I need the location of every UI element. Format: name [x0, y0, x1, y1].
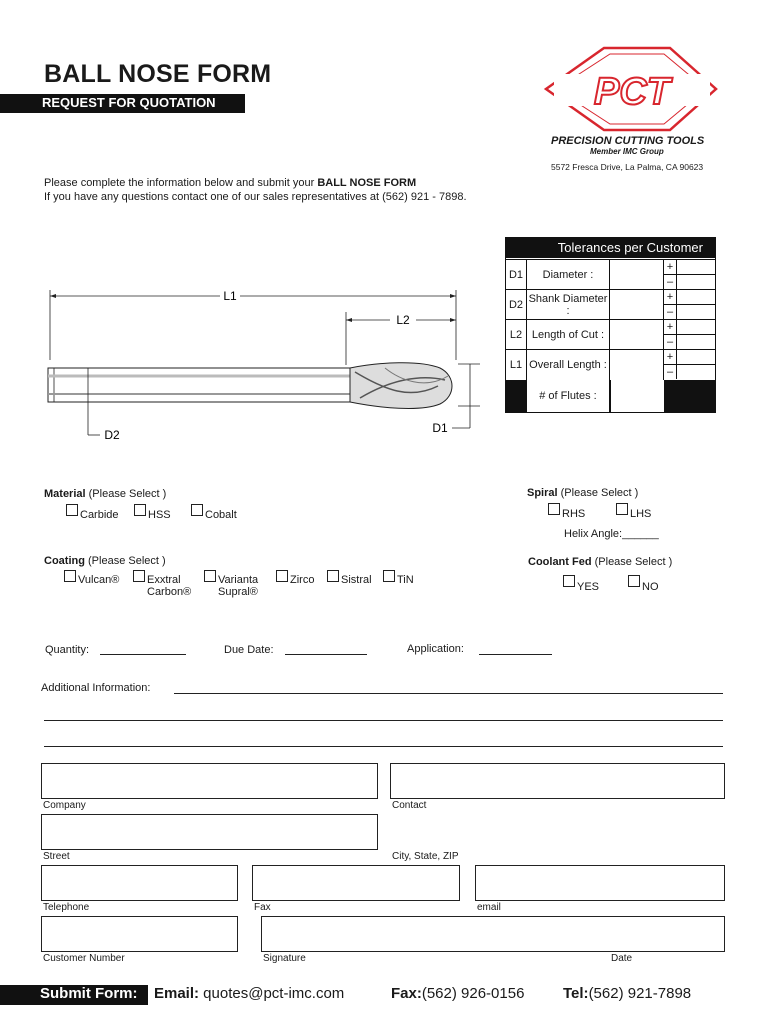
tolerances-table [505, 237, 716, 413]
plus-tolerance-input[interactable] [677, 290, 715, 305]
minus-sign: – [664, 305, 677, 319]
page-title: BALL NOSE FORM [44, 60, 272, 88]
plus-tolerance-input[interactable] [677, 260, 715, 275]
tolerance-name: Shank Diameter : [527, 290, 610, 320]
minus-sign: – [664, 335, 677, 349]
helix-angle-field[interactable]: Helix Angle:______ [564, 528, 659, 540]
tolerance-row-l1 [506, 349, 715, 380]
quantity-input[interactable] [100, 654, 186, 655]
telephone-label: Telephone [43, 902, 90, 913]
quantity-label: Quantity: [45, 644, 90, 656]
spiral-option-rhs[interactable]: RHS [548, 503, 585, 520]
material-label: Material (Please Select ) [44, 488, 167, 500]
footer-tel: Tel:(562) 921-7898 [563, 985, 692, 1002]
plus-tolerance-input[interactable] [677, 350, 715, 365]
l1-label: L1 [223, 289, 237, 303]
footer-email[interactable]: Email: quotes@pct-imc.com [154, 985, 345, 1002]
checkbox[interactable] [134, 504, 146, 516]
checkbox[interactable] [191, 504, 203, 516]
ball-nose-drawing [40, 280, 480, 450]
signature-label: Signature [263, 953, 306, 964]
tolerance-name: Diameter : [527, 260, 610, 290]
application-input[interactable] [479, 654, 552, 655]
material-option-carbide[interactable]: Carbide [66, 504, 119, 521]
tolerance-value-input[interactable] [610, 290, 664, 320]
customer-number-label: Customer Number [43, 953, 125, 964]
tolerance-row-l2 [506, 319, 715, 350]
additional-info-line-2[interactable] [44, 720, 723, 721]
coating-option-exxtral[interactable]: Exxtral Carbon® [133, 570, 199, 598]
telephone-input[interactable] [41, 865, 238, 901]
coolant-label: Coolant Fed (Please Select ) [528, 556, 673, 568]
checkbox[interactable] [276, 570, 288, 582]
application-label: Application: [407, 643, 464, 655]
spiral-label: Spiral (Please Select ) [527, 487, 639, 499]
intro-line2: If you have any questions contact one of our sales representatives at (562) 921 - 7898. [44, 191, 467, 203]
additional-info-line-3[interactable] [44, 746, 723, 747]
fax-label: Fax [254, 902, 271, 913]
company-subtitle: Member IMC Group [590, 147, 664, 156]
footer-fax: Fax:(562) 926-0156 [391, 985, 525, 1002]
tolerance-value-input[interactable] [610, 350, 664, 380]
tolerance-code: L2 [506, 320, 527, 350]
additional-info-line-1[interactable] [174, 693, 723, 694]
plus-sign: + [664, 260, 677, 275]
additional-info-label: Additional Information: [41, 682, 151, 694]
checkbox[interactable] [66, 504, 78, 516]
coating-option-varianta[interactable]: Varianta Supral® [204, 570, 268, 598]
checkbox[interactable] [563, 575, 575, 587]
tolerance-code: D1 [506, 260, 527, 290]
spiral-option-lhs[interactable]: LHS [616, 503, 651, 520]
contact-label: Contact [392, 800, 427, 811]
material-option-cobalt[interactable]: Cobalt [191, 504, 237, 521]
checkbox[interactable] [133, 570, 145, 582]
intro-line1: Please complete the information below and submit your [44, 177, 318, 189]
coating-option-tin[interactable]: TiN [383, 570, 414, 586]
flutes-label: # of Flutes : [527, 380, 609, 412]
coating-option-vulcan[interactable]: Vulcan® [64, 570, 119, 586]
checkbox[interactable] [327, 570, 339, 582]
signature-input[interactable] [261, 916, 725, 952]
coating-option-zirco[interactable]: Zirco [276, 570, 314, 586]
minus-tolerance-input[interactable] [677, 335, 715, 349]
submit-form-bar [0, 985, 148, 1005]
street-label: Street [43, 851, 70, 862]
fax-input[interactable] [252, 865, 460, 901]
plus-sign: + [664, 320, 677, 335]
checkbox[interactable] [616, 503, 628, 515]
street-input[interactable] [41, 814, 378, 850]
logo-text: PCT [594, 71, 670, 113]
d1-label: D1 [432, 421, 448, 435]
intro-line1-bold: BALL NOSE FORM [317, 177, 417, 189]
minus-tolerance-input[interactable] [677, 305, 715, 319]
tolerance-code: D2 [506, 290, 527, 320]
plus-sign: + [664, 290, 677, 305]
pct-logo [540, 44, 720, 134]
coolant-option-yes[interactable]: YES [563, 575, 599, 593]
minus-sign: – [664, 365, 677, 379]
due-date-input[interactable] [285, 654, 367, 655]
coating-option-sistral[interactable]: Sistral [327, 570, 372, 586]
company-label: Company [43, 800, 86, 811]
tolerance-name: Length of Cut : [527, 320, 610, 350]
company-input[interactable] [41, 763, 378, 799]
date-label: Date [611, 953, 633, 964]
checkbox[interactable] [64, 570, 76, 582]
coolant-option-no[interactable]: NO [628, 575, 659, 593]
customer-number-input[interactable] [41, 916, 238, 952]
subtitle-bar [0, 94, 245, 113]
subtitle: REQUEST FOR QUOTATION [42, 95, 216, 110]
submit-form-label: Submit Form: [40, 985, 138, 1002]
d2-label: D2 [104, 428, 120, 442]
flutes-input[interactable] [610, 380, 664, 412]
flutes-row [506, 380, 715, 412]
minus-sign: – [664, 275, 677, 289]
company-name: PRECISION CUTTING TOOLS [551, 135, 705, 147]
plus-sign: + [664, 350, 677, 365]
checkbox[interactable] [383, 570, 395, 582]
tolerance-row-d2 [506, 289, 715, 320]
tolerance-row-d1 [506, 259, 715, 290]
company-address: 5572 Fresca Drive, La Palma, CA 90623 [551, 162, 704, 172]
minus-tolerance-input[interactable] [677, 365, 715, 379]
checkbox[interactable] [204, 570, 216, 582]
checkbox[interactable] [628, 575, 640, 587]
material-option-hss[interactable]: HSS [134, 504, 171, 521]
email-input[interactable] [475, 865, 725, 901]
contact-input[interactable] [390, 763, 725, 799]
due-date-label: Due Date: [224, 644, 274, 656]
minus-tolerance-input[interactable] [677, 275, 715, 289]
coating-label: Coating (Please Select ) [44, 555, 166, 567]
tolerance-value-input[interactable] [610, 320, 664, 350]
l2-label: L2 [396, 313, 410, 327]
tolerances-title: Tolerances per Customer [557, 240, 703, 255]
tolerance-name: Overall Length : [527, 350, 610, 380]
tolerance-value-input[interactable] [610, 260, 664, 290]
intro-text [44, 176, 467, 204]
tolerances-header [506, 238, 715, 258]
city-state-zip-label: City, State, ZIP [392, 851, 459, 862]
checkbox[interactable] [548, 503, 560, 515]
plus-tolerance-input[interactable] [677, 320, 715, 335]
email-label: email [477, 902, 501, 913]
tolerance-code: L1 [506, 350, 527, 380]
